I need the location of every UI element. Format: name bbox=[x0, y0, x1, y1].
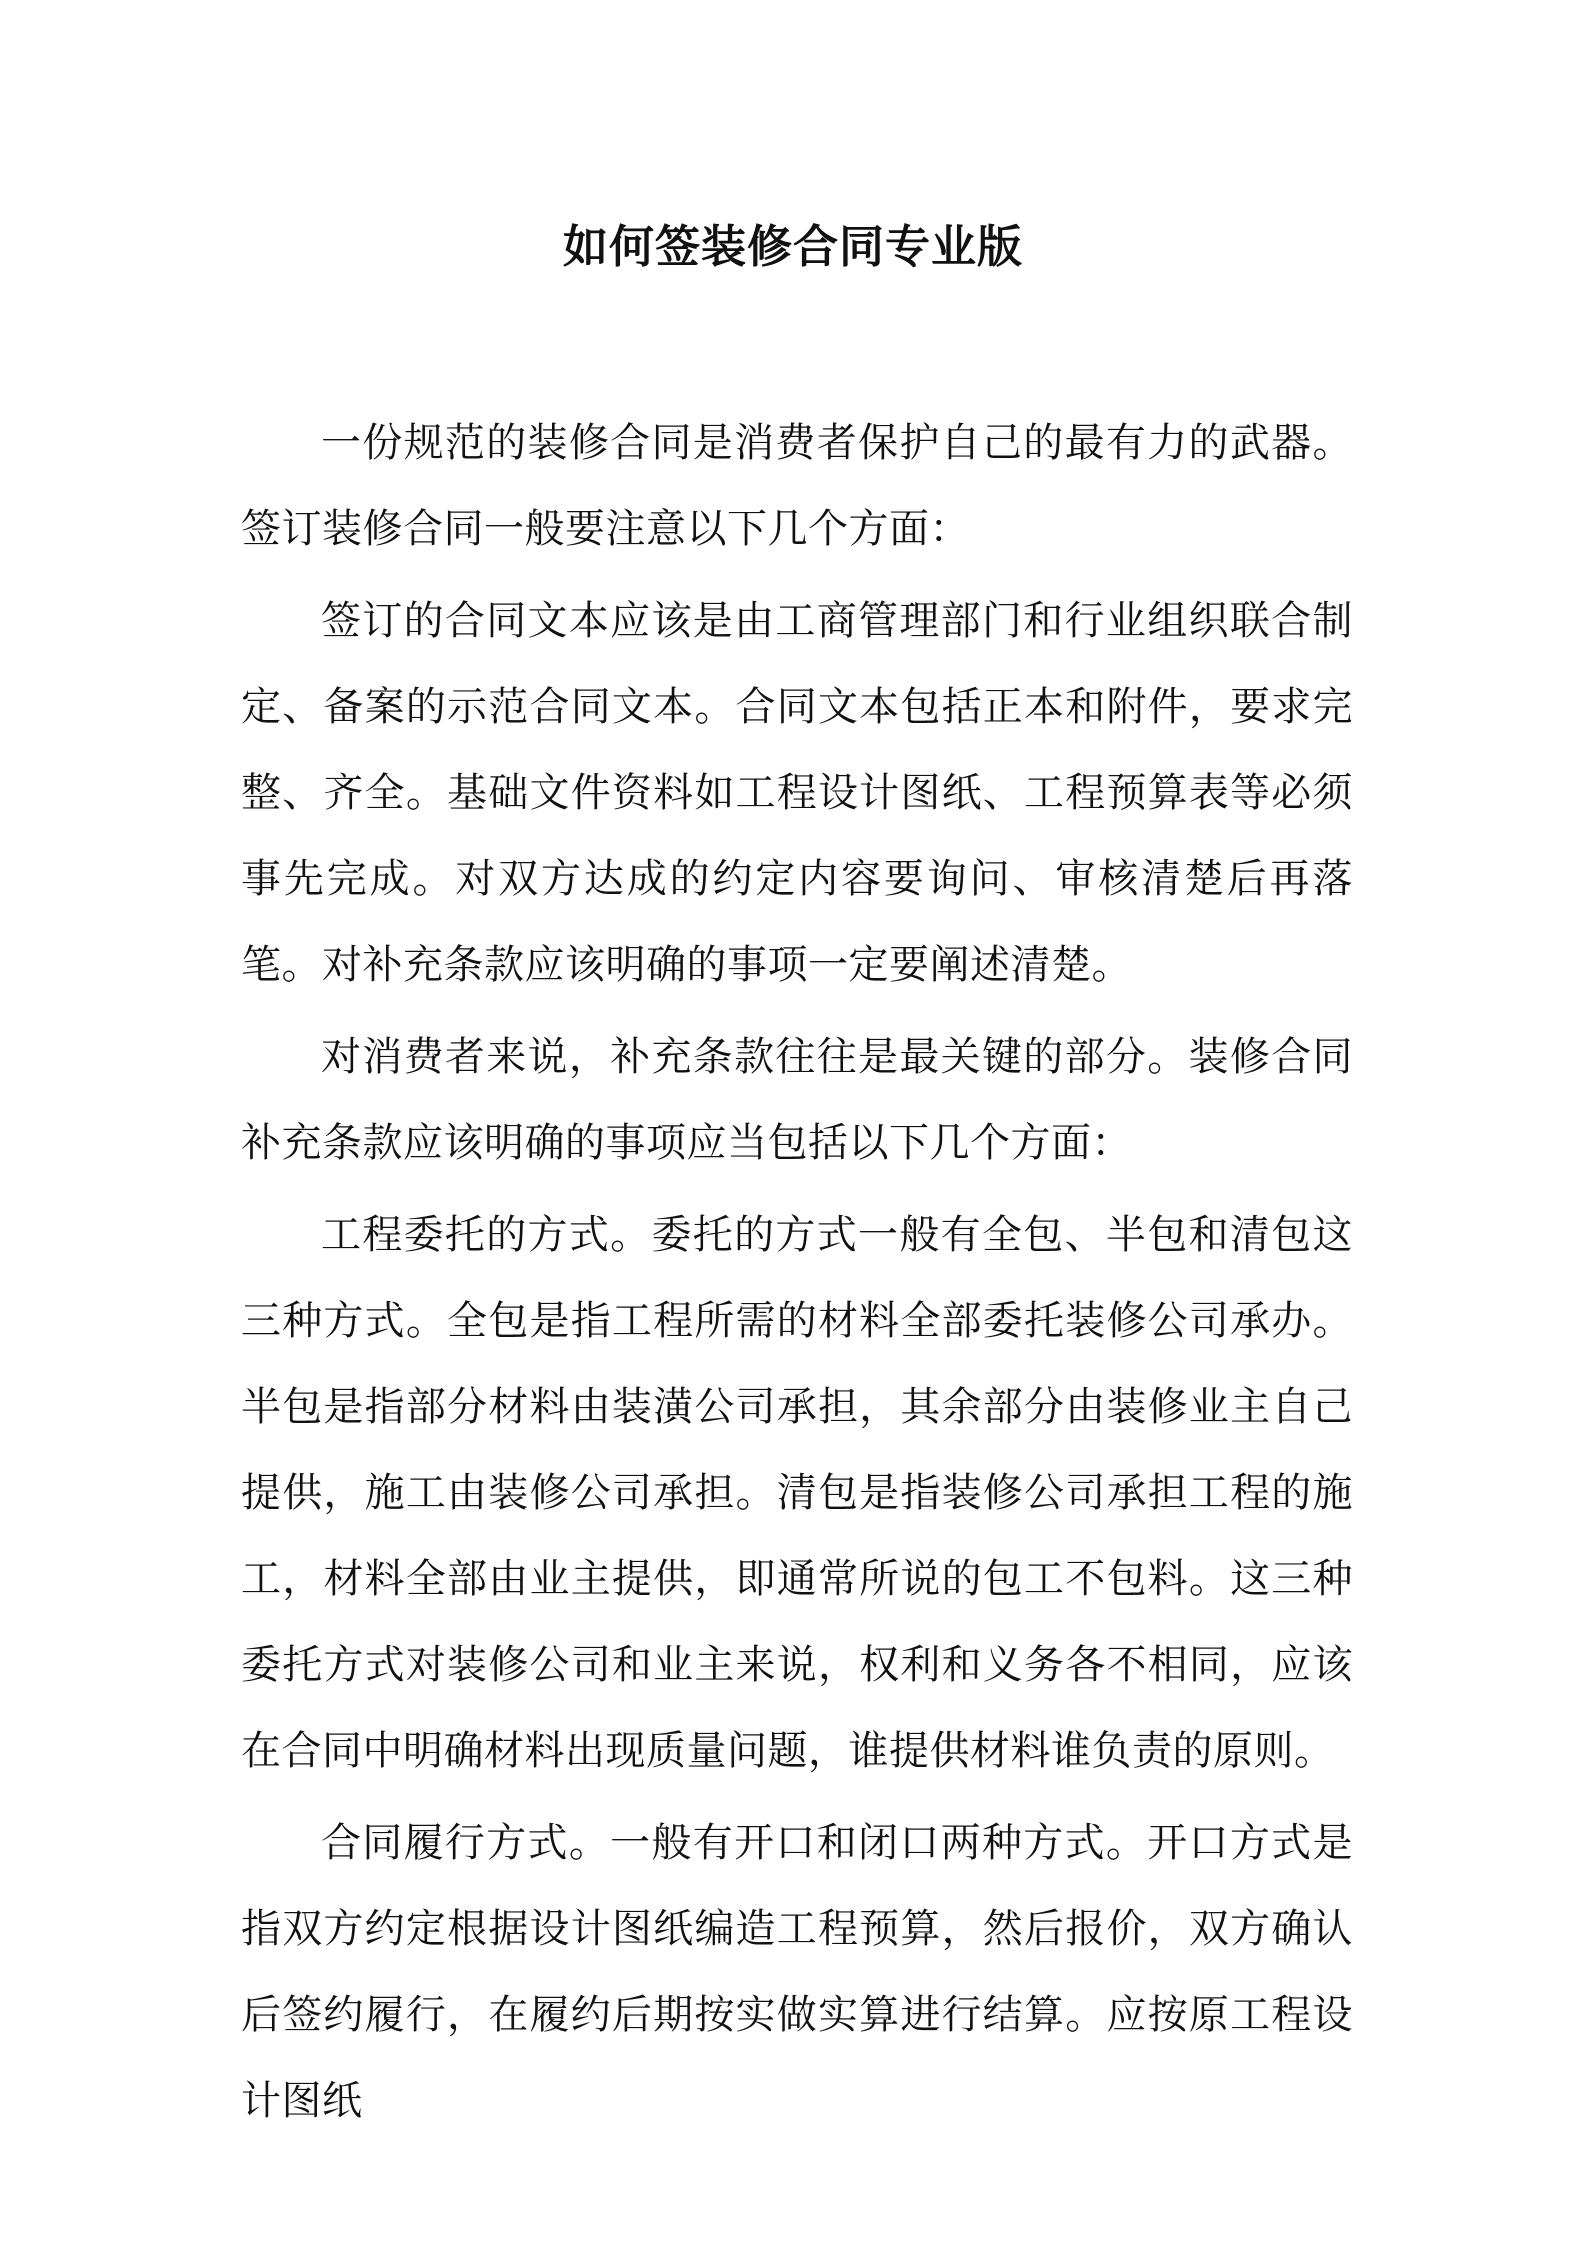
document-title: 如何签装修合同专业版 bbox=[562, 220, 1023, 273]
paragraph-performance-method: 合同履行方式。一般有开口和闭口两种方式。开口方式是指双方约定根据设计图纸编造工程预算，然后报价，双方确认后签约履行，在履约后期按实做实算进行结算。应按原工程设计图纸 bbox=[241, 1820, 1353, 2124]
paragraph-supplementary-terms: 对消费者来说，补充条款往往是最关键的部分。装修合同补充条款应该明确的事项应当包括以下几个方面： bbox=[241, 1034, 1353, 1166]
paragraph-commission-method: 工程委托的方式。委托的方式一般有全包、半包和清包这三种方式。全包是指工程所需的材料全部委托装修公司承办。半包是指部分材料由装潢公司承担，其余部分由装修业主自己提供，施工由装修公司承担。清包是指装修公司承担工程的施工，材料全部由业主提供，即通常所说的包工不包料。这三种委托方式对装修公司和业主来说，权利和义务各不相同，应该在合同中明确材料出现质量问题，谁提供材料谁负责的原则。 bbox=[241, 1212, 1353, 1774]
document-body bbox=[241, 400, 1353, 2150]
paragraph-intro: 一份规范的装修合同是消费者保护自己的最有力的武器。签订装修合同一般要注意以下几个方面： bbox=[241, 420, 1353, 552]
paragraph-contract-text: 签订的合同文本应该是由工商管理部门和行业组织联合制定、备案的示范合同文本。合同文本包括正本和附件，要求完整、齐全。基础文件资料如工程设计图纸、工程预算表等必须事先完成。对双方达成的约定内容要询问、审核清楚后再落笔。对补充条款应该明确的事项一定要阐述清楚。 bbox=[241, 598, 1353, 988]
